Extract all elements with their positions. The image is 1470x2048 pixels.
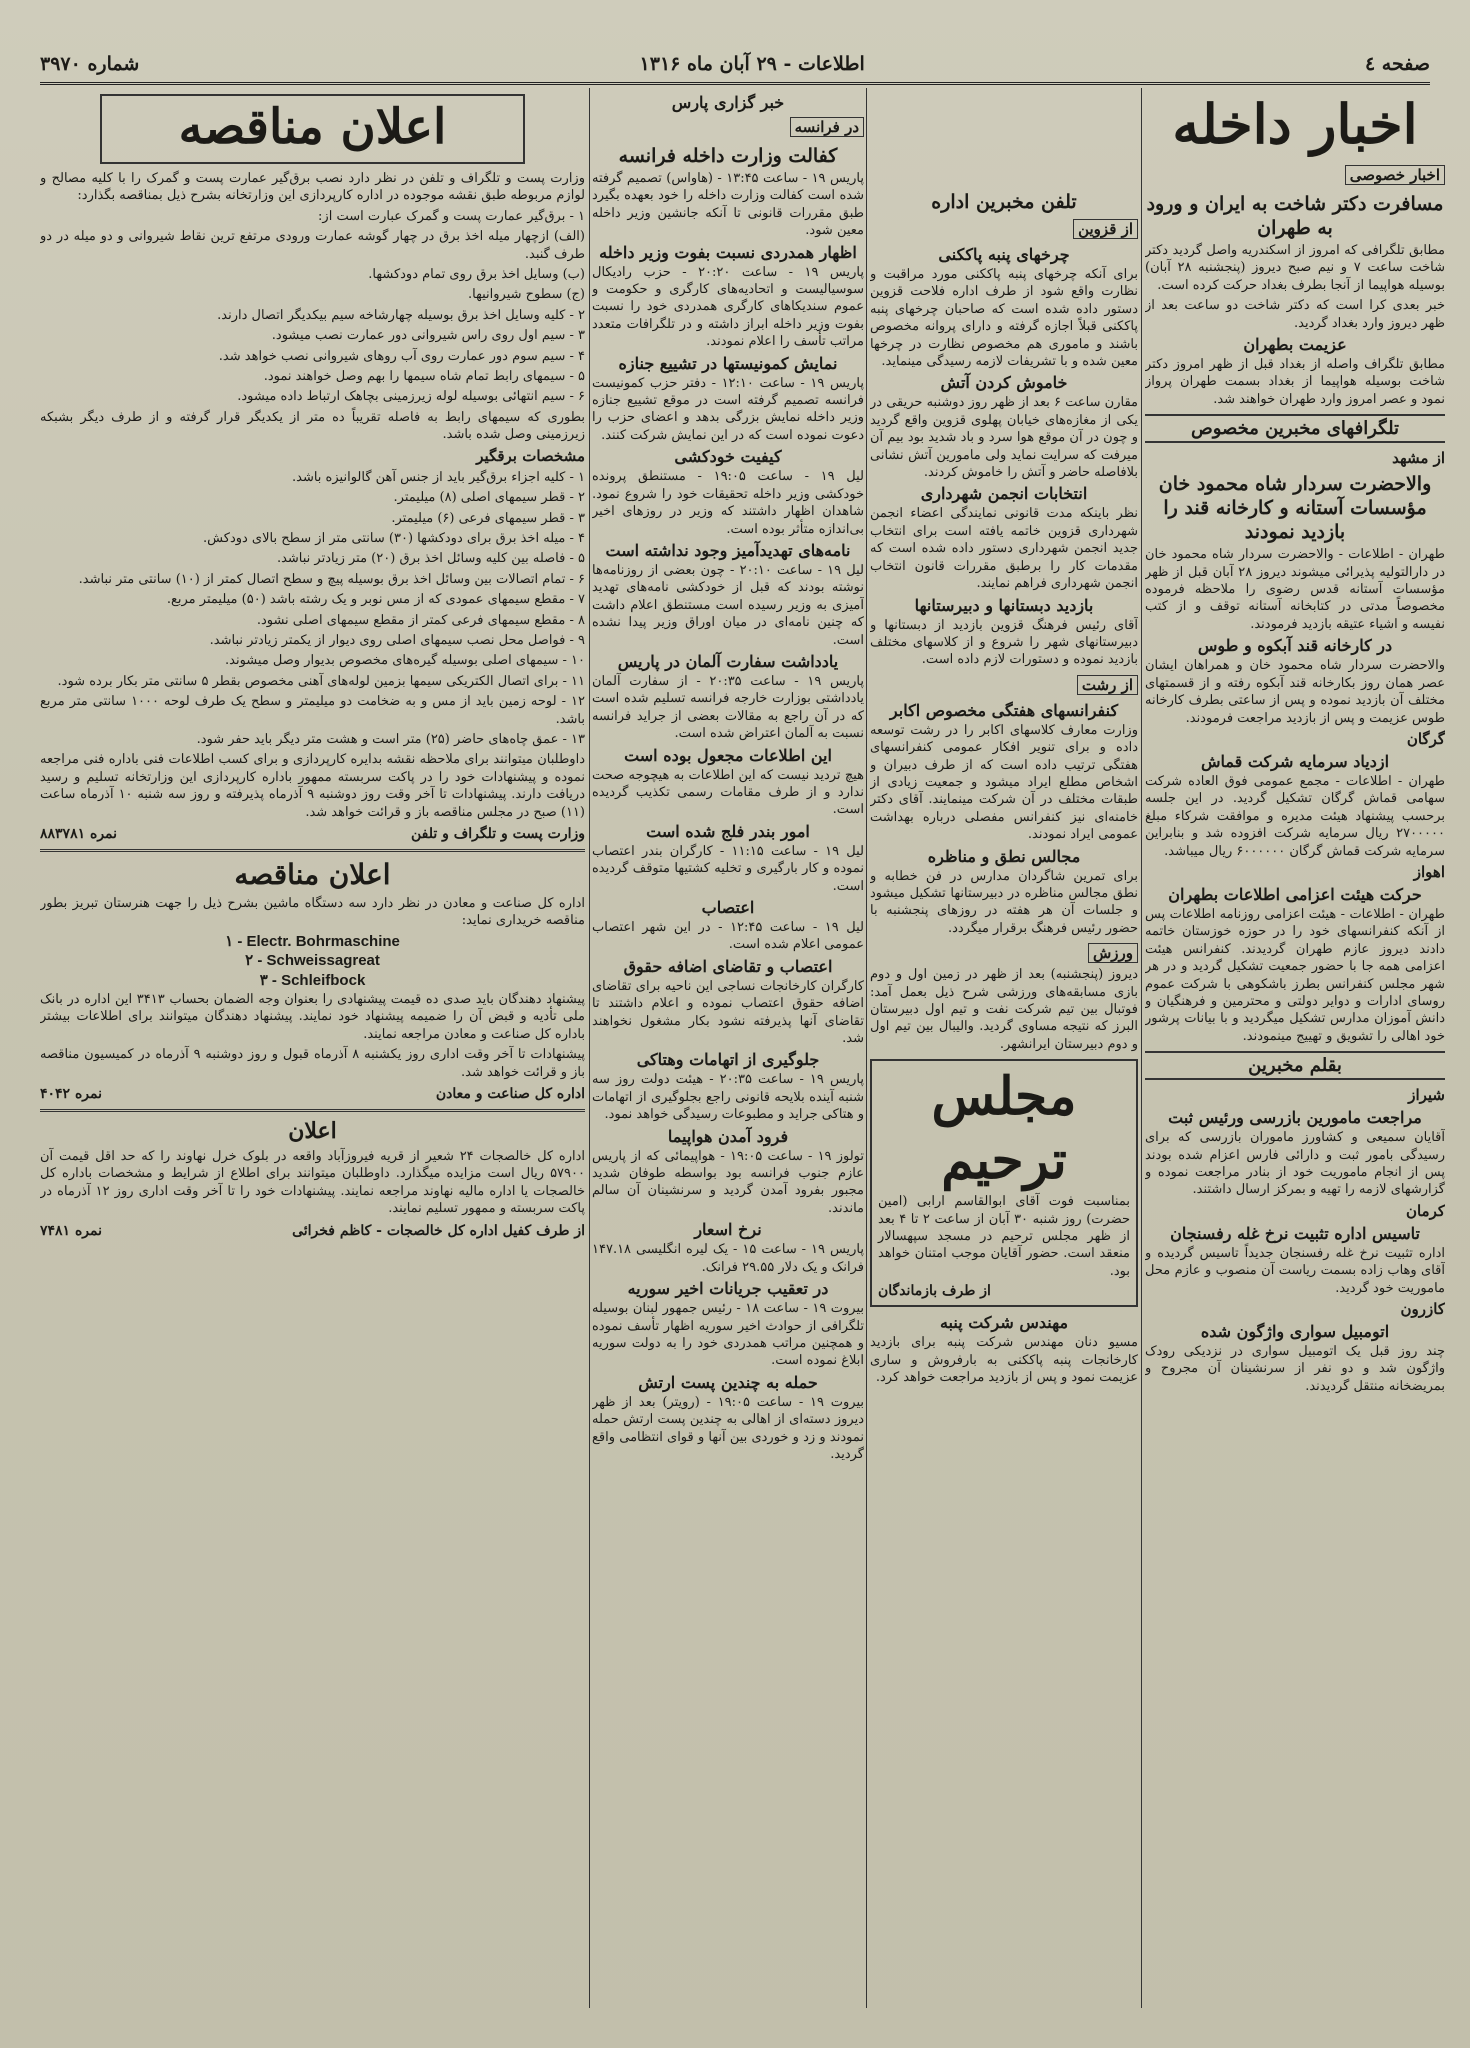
spec-item: ۹ - فواصل محل نصب سیمهای اصلی روی دیوار از یکمتر زیادتر نباشد.: [209, 632, 585, 648]
headline: حرکت هیئت اعزامی اطلاعات بطهران: [1168, 884, 1422, 904]
headline: نمایش کمونیستها در تشییع جنازه: [618, 353, 838, 373]
list-item: ۳ - سیم اول روی راس شیروانی دور عمارت نصب میشود.: [271, 328, 585, 344]
article-text: لیل ۱۹ - ساعت ۱۹:۰۵ - مستنطق پرونده خودکشی وزیر داخله تحقیقات خود را شروع نمود. شاهدان اظهار داشتند که وزیر در روزهای اخیر بی‌اندازه متأثر بوده است.: [592, 469, 864, 537]
headline: بازدید دبستانها و دبیرستانها: [914, 595, 1094, 615]
headline: حمله به چندین پست ارتش: [638, 1372, 818, 1392]
article-text: مسیو دنان مهندس شرکت پنبه برای بازدید کارخانجات پنبه پاککنی به بارفروش و ساری عزیمت نمود و پس از بازدید مراجعت خواهد کرد.: [870, 1335, 1138, 1386]
column-domestic-news: [1145, 90, 1445, 1398]
headline: این اطلاعات مجعول بوده است: [624, 745, 832, 765]
section-tag: ورزش: [1088, 943, 1138, 963]
section-box-heading: بقلم مخبرین: [1145, 1051, 1445, 1080]
section-tag: اخبار خصوصی: [1345, 165, 1445, 185]
spec-item: ۸ - مقطع سیمهای فرعی کمتر از مقطع سیمهای اصلی نشود.: [256, 612, 585, 628]
section-box-heading: تلگرافهای مخبرین مخصوص: [1145, 414, 1445, 443]
article-text: برای تمرین شاگردان مدارس در فن خطابه و نطق مجالس مناظره در دبیرستانها تشکیل میشود و جلسات آن هر هفته در روزهای پنجشنبه با حضور رئیس فرهنگ برقرار میگردد.: [870, 868, 1138, 936]
section-masthead: اخبار داخله: [1172, 92, 1418, 156]
article-text: دیروز (پنجشنبه) بعد از ظهر در زمین اول و دوم بازی مسابقه‌های ورزشی شرح ذیل بعمل آمد: فوتبال بین تیم شرکت نفت و تیم اول دبیرستان البرز که نتیجه مساوی گردید. والیبال بین تیم اول و دوم دبیرستان ایرانشهر.: [870, 967, 1138, 1052]
headline: اعتصاب: [701, 898, 755, 917]
spec-item: ۵ - فاصله بین کلیه وسائل اخذ برق (۲۰) متر زیادتر نباشد.: [276, 551, 585, 567]
article-text: خبر بعدی کرا است که دکتر شاخت دو ساعت بعد از ظهر دیروز وارد بغداد گردید.: [1145, 298, 1445, 331]
spec-item: ۴ - میله اخذ برق برای دودکشها (۳۰) سانتی متر از سطح بالای دودکش.: [203, 530, 585, 546]
list-item: ۴ - سیم سوم دور عمارت روی آب روهای شیروانی نصب خواهد شد.: [218, 348, 585, 364]
article-text: کارگران کارخانجات نساجی این ناحیه برای تقاضای اضافه حقوق اعتصاب نموده و اعلام داشتند تا تقاضای آنها پذیرفته نشود بکار مشغول نخواهند شد.: [592, 978, 864, 1047]
obituary-text: بمناسبت فوت آقای ابوالقاسم ارابی (امین حضرت) روز شنبه ۳۰ آبان از ساعت ۲ تا ۴ بعد از ظهر مجلس ترحیم در مسجد سپهسالار منعقد است. حضور آقایان موجب امتنان خواهد بود.: [878, 1194, 1131, 1279]
location-label: شیراز: [1408, 1086, 1445, 1105]
headline: تاسیس اداره تثبیت نرخ غله رفسنجان: [1170, 1223, 1420, 1243]
notice-number: نمره ۸۸۳۷۸۱: [40, 826, 118, 842]
list-item: ۱ - برق‌گیر عمارت پست و گمرک عبارت است از:: [318, 208, 585, 224]
notice-signature: وزارت پست و تلگراف و تلفن: [410, 826, 585, 842]
list-item: ۵ - سیمهای رابط تمام شاه سیمها را بهم وصل خواهند نمود.: [263, 369, 585, 385]
notice-footer: [40, 1221, 585, 1241]
location-label: از قزوین: [1073, 219, 1138, 239]
location-label: کرمان: [1405, 1201, 1445, 1220]
location-label: از رشت: [1077, 675, 1138, 695]
obituary-notice: [870, 1059, 1138, 1307]
notice-text: وزارت پست و تلگراف و تلفن در نظر دارد نصب برق‌گیر عمارت پست و گمرک را با کلیه مصالح و لوازم مربوطه طبق نقشه موجوده در اداره کارپردازی این وزارتخانه بشرح ذیل بمناقصه بگذارد:: [40, 171, 585, 204]
machine-list: [40, 933, 585, 989]
article-text: لیل ۱۹ - ساعت ۱۲:۴۵ - در این شهر اعتصاب عمومی اعلام شده است.: [592, 920, 864, 953]
location-label: کازرون: [1400, 1300, 1445, 1319]
article-text: هیچ تردید نیست که این اطلاعات به هیچوجه صحت ندارد و از طرف مقامات رسمی تکذیب گردیده است.: [592, 767, 864, 818]
article-text: اداره تثبیت نرخ غله رفسنجان جدیداً تاسیس گردیده و آقای وهاب زاده بسمت ریاست آن منصوب و عازم محل ماموریت خود گردید.: [1145, 1245, 1445, 1296]
column-foreign-news: [592, 90, 864, 1466]
headline: مراجعت مامورین بازرسی ورئیس ثبت: [1168, 1108, 1422, 1128]
notice-footer: [40, 1084, 585, 1104]
notice-number: نمره ۷۴۸۱: [40, 1222, 103, 1239]
article-text: نظر باینکه مدت قانونی نمایندگی اعضاء انجمن شهرداری قزوین خاتمه یافته است برای انتخاب جدید انجمن شهرداری دستور داده شده است که مقدمات کار را برطبق مقررات قانون انتخاب انجمن شهرداری فراهم نمایند.: [870, 506, 1138, 592]
machine-item: ۱ - Electr. Bohrmaschine: [225, 932, 400, 950]
notice-text: داوطلبان میتوانند برای ملاحظه نقشه بدایره کارپردازی و برای کسب اطلاعات فنی باداره فنی مراجعه نموده و پیشنهادات خود را در پاکت سربسته ممهور باداره کارپردازی این وزارتخانه تسلیم و رسید دریافت دارند. پیشنهادات تا آخر وقت روز دوشنبه ۹ آذرماه پذیرفته و روز سه شنبه ۱۰ آذرماه ساعت (۱۱) صبح در مجلس مناقصه باز و قرائت خواهد شد.: [40, 752, 585, 820]
notice-list: [40, 208, 585, 406]
article-text: لیل ۱۹ - ساعت ۱۱:۱۵ - کارگران بندر اعتصاب نموده و کار بارگیری و تخلیه کشتیها متوقف گردیده است.: [592, 843, 864, 894]
headline: اتومبیل سواری واژگون شده: [1200, 1322, 1390, 1342]
article-text: والاحضرت سردار شاه محمود خان و همراهان ایشان عصر همان روز بکارخانه قند آبکوه رفته و از قسمتهای مختلف آن بازدید نموده و پس از ساعتی بطرف کارخانه طوس عزیمت و پس از بازدید مراجعت فرمودند.: [1145, 658, 1445, 726]
headline: ازدیاد سرمایه شرکت قماش: [1200, 751, 1390, 771]
headline: نامه‌های تهدیدآمیز وجود نداشته است: [605, 540, 851, 560]
article-text: طهران - اطلاعات - مجمع عمومی فوق العاده شرکت سهامی قماش گرگان تشکیل گردید. در این جلسه برحسب پیشنهاد هیئت مدیره و موافقت شرکاء مبلغ ۲۷۰۰۰۰۰ ریال سرمایه شرکت افزوده شد و بنابراین سرمایه شرکت قماش گرگان ۶۰۰۰۰۰۰ ریال میباشد.: [1145, 773, 1445, 859]
article-text: مقارن ساعت ۶ بعد از ظهر روز دوشنبه حریقی در یکی از مغازه‌های خیابان پهلوی قزوین واقع گردید و چون در آن موقع هوا سرد و باد شدید بود بیم آن میرفت که سرایت نماید ولی مامورین آتش نشانی بلافاصله حاضر و آتش را خاموش کردند.: [870, 395, 1138, 481]
article-text: برای آنکه چرخهای پنبه پاککنی مورد مراقبت و نظارت واقع شود از طرف اداره فلاحت قزوین دستور داده شده است که صاحبان چرخهای پنبه پاککنی قبلاً اجازه گرفته و دارای پروانه مخصوص باشند و ماموری هم مخصوص نظارت در چرخها معین شده و با تشریفات لازمه رسیدگی مینماید.: [870, 267, 1138, 370]
spec-list: [40, 469, 585, 749]
article-text: پاریس ۱۹ - ساعت ۱۲:۱۰ - دفتر حزب کمونیست فرانسه تصمیم گرفته است در موقع تشییع جنازه وزیر داخله نمایش بزرگی بدهد و اعضای حزب را دعوت نموده است که در این نمایش شرکت کنند.: [592, 375, 864, 443]
notice-signature: از طرف کفیل اداره کل خالصجات - کاظم فخرائی: [292, 1222, 585, 1239]
column-title: خبر گزاری پارس: [671, 93, 785, 112]
article-text: آقایان سمیعی و کشاورز ماموران بازرسی که برای رسیدگی بامور ثبت و دارائی فارس اعزام شده بودند پس از انجام ماموریت خود از بنادر مراجعت نموده و گزارشهای لازمه را تهیه و بمرکز ارسال داشتند.: [1145, 1130, 1445, 1198]
headline: یادداشت سفارت آلمان در پاریس: [617, 651, 839, 671]
headline: عزیمت بطهران: [1243, 335, 1347, 355]
location-label: گرگان: [1406, 729, 1445, 748]
column-notices: [40, 90, 585, 1241]
list-item: ۲ - کلیه وسایل اخذ برق بوسیله چهارشاخه سیم بیکدیگر اتصال دارند.: [217, 307, 585, 323]
location-label: اهواز: [1413, 862, 1445, 881]
notice-divider: [40, 1109, 585, 1112]
notice-title: اعلان مناقصه: [234, 858, 391, 891]
headline: مسافرت دکتر شاخت به ایران و ورود به طهران: [1146, 193, 1444, 239]
obituary-title: مجلس ترحیم: [931, 1066, 1077, 1192]
page-number: صفحه ٤: [1364, 53, 1430, 75]
headline: جلوگیری از اتهامات وهتاکی: [636, 1050, 820, 1070]
spec-item: ۱۰ - سیمهای اصلی بوسیله گیره‌های مخصوص بدیوار وصل میشوند.: [225, 653, 585, 669]
article-text: آقای رئیس فرهنگ قزوین بازدید از دبستانها و دبیرستانهای شهر را شروع و از کلاسهای مختلف بازدید نموده و دستورات لازم داده است.: [870, 617, 1138, 668]
notice-signature: اداره کل صناعت و معادن: [435, 1086, 585, 1103]
headline: والاحضرت سردار شاه محمود خان مؤسسات آستانه و کارخانه قند را بازدید نمودند: [1158, 473, 1432, 544]
section-tag: در فرانسه: [790, 117, 864, 137]
headline: مجالس نطق و مناظره: [927, 846, 1081, 866]
spec-item: ۱۱ - برای اتصال الکتریکی سیمها بزمین لوله‌های آهنی مخصوص بقطر ۵ سانتی متر بکار برده شود.: [57, 673, 585, 689]
spec-item: ۱۲ - لوحه زمین باید از مس و به ضخامت دو میلیمتر و سطح یک طرف لوحه ۱۰۰۰ سانتی متر مربع باشد.: [40, 694, 585, 727]
list-item: (ب) وسایل اخذ برق روی تمام دودکشها.: [368, 267, 585, 283]
article-text: مطابق تلگرافی که امروز از اسکندریه واصل گردید دکتر شاخت ساعت ۷ و نیم صبح دیروز (پنجشنبه ۲۸ آبان) بوسیله هواپیما از آنجا بطرف بغداد حرکت کرده است.: [1145, 243, 1445, 293]
notice-divider: [40, 849, 585, 852]
notice-title: اعلان مناقصه: [100, 94, 525, 164]
article-text: پاریس ۱۹ - ساعت ۱۳:۴۵ - (هاواس) تصمیم گرفته شده است کفالت وزارت داخله را خود بعهده بگیرد طبق مقررات قانونی تا آنکه جانشین وزیر داخله معین شود.: [592, 171, 864, 239]
headline: مهندس شرکت پنبه: [939, 1313, 1069, 1333]
article-text: بیروت ۱۹ - ساعت ۱۸ - رئیس جمهور لبنان بوسیله تلگرافی از حوادث اخیر سوریه اظهار تأسف نموده و همچنین مراتب همدردی خود را به دولت سوریه ابلاغ نموده است.: [592, 1301, 864, 1369]
headline: در تعقیب جریانات اخیر سوریه: [627, 1279, 829, 1299]
headline: نرخ اسعار: [694, 1220, 762, 1240]
header-rule: [40, 82, 1430, 85]
spec-item: ۳ - قطر سیمهای فرعی (۶) میلیمتر.: [391, 510, 585, 526]
notice-text: پیشنهاد دهندگان باید صدی ده قیمت پیشنهادی را بعنوان وجه الضمان بحساب ۳۴۱۳ این اداره در بانک ملی تأدیه و قبض آن را ضمیمه پیشنهاد خود نمایند. پیشنهاد دهندگان میتوانند برای اطلاعات بیشتر باداره کل صناعت و معادن مراجعه نمایند.: [40, 992, 585, 1042]
article-text: پاریس ۱۹ - ساعت ۲۰:۳۵ - از سفارت آلمان یادداشتی بوزارت خارجه فرانسه تسلیم شده است که در آن راجع به مقالات بعضی از جراید فرانسه نسبت به آلمان اعتراض شده است.: [592, 673, 864, 742]
column-divider: [866, 88, 867, 2008]
column-divider: [589, 88, 590, 2008]
issue-number: شماره ۳۹۷۰: [40, 53, 140, 75]
headline: فرود آمدن هواپیما: [667, 1126, 789, 1146]
headline: کفالت وزارت داخله فرانسه: [618, 145, 838, 167]
list-item: (ج) سطوح شیروانیها.: [468, 287, 585, 303]
article-text: بیروت ۱۹ - ساعت ۱۹:۰۵ - (رویتر) بعد از ظهر دیروز دسته‌ای از اهالی به چندین پست ارتش حمله نمودند و زد و خوردی بین آنها و قوای انتظامی واقع گردید.: [592, 1394, 864, 1462]
article-text: چند روز قبل یک اتومبیل سواری در نزدیکی رودک واژگون شد و دو نفر از سرنشینان آن مجروح و بمریضخانه منتقل گردیدند.: [1145, 1344, 1445, 1394]
headline: در کارخانه قند آبکوه و طوس: [1197, 636, 1393, 656]
list-item: ۶ - سیم انتهائی بوسیله لوله زیرزمینی بچاهک ارتباط داده میشود.: [237, 389, 585, 405]
notice-footer: [40, 824, 585, 844]
dateline: اطلاعات - ۲۹ آبان ماه ۱۳۱۶: [639, 53, 865, 75]
notice-text: اداره کل خالصجات ۲۴ شعیر از قریه فیروزآباد واقعه در بلوک خرل نهاوند را که حد اقل قیمت آن ۵۷۹۰۰ ریال است مزایده میگذارد. داوطلبان میتوانند برای اطلاع از شرایط و مشخصات باداره کل خالصجات یا اداره مالیه نهاوند مراجعه نمایند. پیشنهادات خود را تا آخر وقت اداری روز ۱۲ آذرماه در پاکت سربسته و ممهور تسلیم نمایند.: [40, 1149, 585, 1217]
headline: کیفیت خودکشی: [674, 447, 782, 467]
machine-item: ۲ - Schweissagreat: [245, 952, 380, 970]
notice-text: پیشنهادات تا آخر وقت اداری روز یکشنبه ۸ آذرماه قبول و روز دوشنبه ۹ آذرماه در کمیسیون مناقصه باز و قرائت خواهد شد.: [40, 1047, 585, 1080]
article-text: تولوز ۱۹ - ساعت ۱۹:۰۵ - هواپیمائی که از پاریس عازم جنوب فرانسه بود بواسطه طوفان شدید مجبور بفرود آمدن گردید و سرنشینان آن سالم ماندند.: [592, 1148, 864, 1216]
headline: خاموش کردن آتش: [940, 373, 1068, 393]
spec-item: ۱ - کلیه اجزاء برق‌گیر باید از جنس آهن گالوانیزه باشد.: [292, 469, 585, 485]
headline: انتخابات انجمن شهرداری: [920, 484, 1088, 504]
article-text: طهران - اطلاعات - والاحضرت سردار شاه محمود خان در دارالتولیه پذیرائی میشوند دیروز ۲۸ آبان قبل از ظهر مؤسسات آستانه قدس رضوی را ملاحظه فرموده مخصوصاً مدتی در کتابخانه آستانه توقف و از کتب نفیسه و اشیاء عتیقه بازدید فرمودند.: [1145, 547, 1445, 632]
article-text: طهران - اطلاعات - هیئت اعزامی روزنامه اطلاعات پس از آنکه کنفرانسهای خود را در حوزه خوزستان خاتمه دادند دیروز عازم طهران گردیدند. کنفرانس هیئت اعزامی همه جا با حضور جمعیت تشکیل گردید و در هر شهر مجلس کنفرانس بطرز باشکوهی با شرکت عموم روسای ادارات و دوایر دولتی و محترمین و فرهنگیان و دانش آموزان مدارس تشکیل میگردید و با بیانات پرشور خود اهالی را تشویق و تهییج مینمودند.: [1145, 906, 1445, 1044]
article-text: پاریس ۱۹ - ساعت ۲۰:۲۰ - حزب رادیکال سوسیالیست و اتحادیه‌های کارگری و حکومت و عموم سندیکاهای کارگری همدردی خود را نسبت بفوت وزیر داخله ابراز داشته و در تلگرافات متعدد مراتب تأسف را اعلام نمودند.: [592, 264, 864, 350]
spec-item: ۲ - قطر سیمهای اصلی (۸) میلیمتر.: [393, 490, 585, 506]
list-item: (الف) ازچهار میله اخذ برق در چهار گوشه عمارت ورودی مرتفع ترین نقاط شیروانی و دو میله در دو طرف گنبد.: [40, 229, 585, 262]
obituary-signature: از طرف بازماندگان: [878, 1283, 991, 1300]
notice-text: اداره کل صناعت و معادن در نظر دارد سه دستگاه ماشین بشرح ذیل را جهت هنرستان تبریز بطور مناقصه خریداری نماید:: [40, 896, 585, 929]
article-text: لیل ۱۹ - ساعت ۲۰:۱۰ - چون بعضی از روزنامه‌ها نوشته بودند که قبل از خودکشی نامه‌های تهدید آمیزی به وزیر رسیده است مستنطق اعلام داشت که چنین نامه‌ای در میان اوراق وزیر پیدا نشده است.: [592, 562, 864, 648]
spec-item: ۷ - مقطع سیمهای عمودی که از مس نوبر و یک رشته باشد (۵۰) میلیمتر مربع.: [166, 592, 585, 608]
headline: اظهار همدردی نسبت بفوت وزیر داخله: [599, 242, 857, 262]
headline: چرخهای پنبه پاککنی: [938, 245, 1070, 264]
headline: امور بندر فلج شده است: [646, 821, 810, 841]
article-text: وزارت معارف کلاسهای اکابر را در رشت توسعه داده و برای تنویر افکار عمومی کنفرانسهای هفتگی ترتیب داده است که از طرف دبیران و اشخاص مطلع ایراد میشود و جمعیت زیادی از طبقات مختلف در آن شرکت مینمایند. آقای دکتر خامنه‌ای نیز کنفرانس مفصلی درباره بهداشت عمومی ایراد نمودند.: [870, 722, 1138, 843]
spec-item: ۱۳ - عمق چاه‌های حاضر (۲۵) متر است و هشت متر دیگر باید حفر شود.: [196, 731, 585, 747]
headline: کنفرانسهای هفتگی مخصوص اکابر: [889, 700, 1119, 720]
spec-item: ۶ - تمام اتصالات بین وسائل اخذ برق بوسیله پیچ و سطح اتصال کمتر از (۱۰) سانتی متر نباشد.: [78, 571, 585, 587]
column-correspondents: [870, 90, 1138, 1389]
notice-number: نمره ۴۰۴۲: [40, 1086, 103, 1103]
article-text: پاریس ۱۹ - ساعت ۲۰:۳۵ - هیئت دولت روز سه شنبه آینده بلایحه قانونی راجع بجلوگیری از اتهامات و هتاکی جراید و مطبوعات رسیدگی خواهد نمود.: [592, 1072, 864, 1123]
location-label: از مشهد: [1392, 449, 1445, 468]
column-divider: [1141, 88, 1142, 2008]
notice-text: بطوری که سیمهای رابط به فاصله تقریباً ده متر از یکدیگر قرار گرفته و از طرف دیگر بشبکه زیرزمینی وصل شده باشد.: [40, 409, 585, 443]
machine-item: ۳ - Schleifbock: [259, 971, 366, 989]
article-text: مطابق تلگراف واصله از بغداد قبل از ظهر امروز دکتر شاخت بوسیله هواپیما از بغداد بسمت طهران پرواز نمود و عصر امروز وارد طهران خواهند شد.: [1145, 357, 1445, 407]
spec-heading: مشخصات برقگیر: [476, 446, 585, 465]
notice-title: اعلان: [288, 1118, 337, 1145]
article-text: پاریس ۱۹ - ساعت ۱۵ - یک لیره انگلیسی ۱۴۷.۱۸ فرانک و یک دلار ۲۹.۵۵ فرانک.: [592, 1242, 864, 1275]
page-header: [40, 50, 1430, 78]
headline: اعتصاب و تقاضای اضافه حقوق: [623, 956, 833, 976]
column-title: تلفن مخبرین اداره: [931, 191, 1077, 213]
